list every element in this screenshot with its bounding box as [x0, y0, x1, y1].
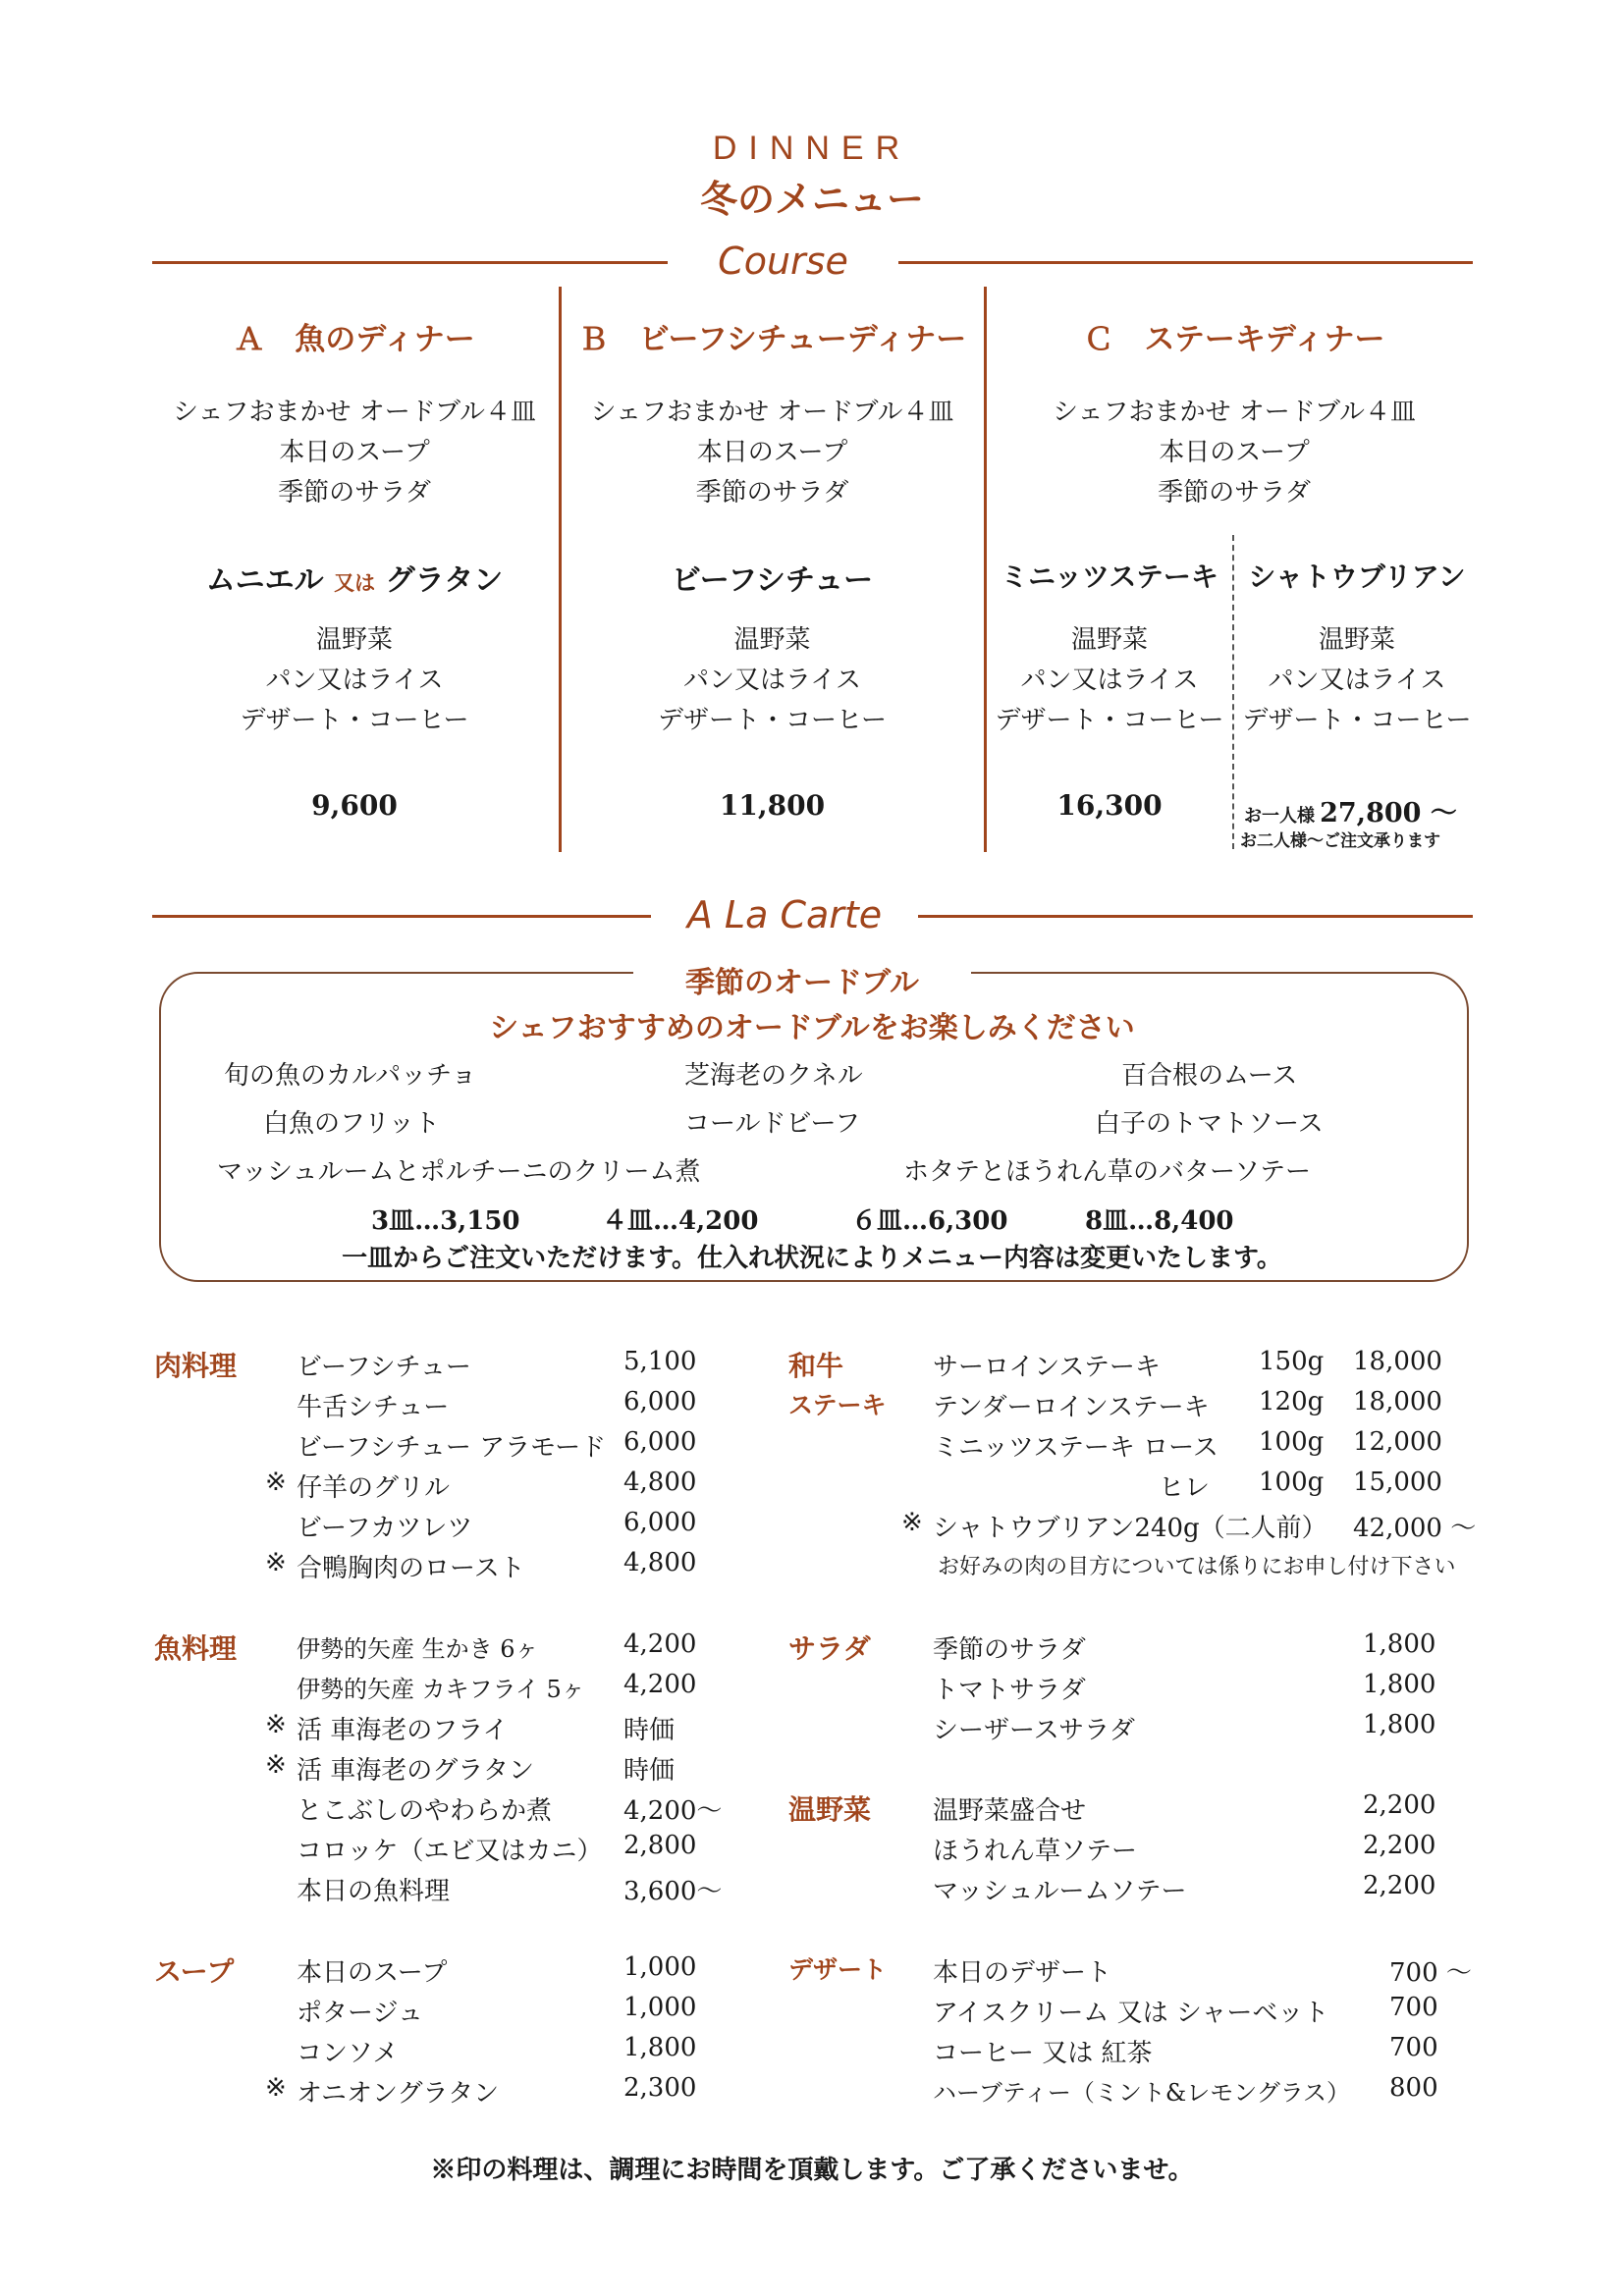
menu-cell: 1,800: [623, 2033, 697, 2062]
menu-row: [933, 1629, 1463, 1669]
course-b-side: デザート・コーヒー: [658, 706, 887, 735]
menu-cell: コーヒー 又は 紅茶: [933, 2039, 1153, 2068]
menu-cell: 合鴨胸肉のロースト: [297, 1554, 525, 1583]
menu-cell: 1,000: [623, 1952, 697, 1982]
menu-cell: 6,000: [623, 1427, 697, 1457]
hors-subtitle: シェフおすすめのオードブルをお楽しみください: [489, 1011, 1135, 1045]
menu-cell: 700: [1389, 1993, 1438, 2022]
course-c-price-b: お一人様 27,800 〜: [1244, 798, 1457, 828]
menu-row: [933, 2033, 1463, 2072]
course-c-side: デザート・コーヒー: [995, 706, 1224, 735]
menu-row: [901, 1387, 1490, 1426]
course-c-main-chateaubriand: シャトウブリアン: [1248, 561, 1466, 593]
menu-row: [265, 1548, 736, 1587]
menu-cell: 伊勢的矢産 生かき 6ヶ: [297, 1635, 539, 1663]
page-title: DINNER: [712, 130, 912, 167]
menu-cell: ハーブティー（ミント&レモングラス）: [933, 2079, 1351, 2107]
page-subtitle: 冬のメニュー: [699, 177, 924, 221]
menu-row: [265, 1427, 736, 1467]
menu-cell: 2,300: [623, 2073, 697, 2103]
menu-row: [933, 2073, 1463, 2112]
hors-item: マッシュルームとポルチーニのクリーム煮: [217, 1157, 701, 1187]
menu-row: [265, 1831, 736, 1870]
course-a-line: 季節のサラダ: [278, 478, 431, 507]
menu-cell: 3,600〜: [623, 1877, 723, 1906]
menu-cell: 伊勢的矢産 カキフライ 5ヶ: [297, 1676, 585, 1703]
menu-cell: 仔羊のグリル: [297, 1473, 451, 1503]
hors-price: 8皿…8,400: [1085, 1206, 1234, 1236]
menu-row: [265, 1629, 736, 1669]
menu-row: [933, 1790, 1463, 1830]
menu-cell: ビーフカツレツ: [297, 1514, 473, 1543]
menu-cell: 6,000: [623, 1508, 697, 1537]
menu-row: [265, 1871, 736, 1910]
course-a-side: 温野菜: [315, 625, 393, 655]
menu-cell: 6,000: [623, 1387, 697, 1416]
hors-item: 旬の魚のカルパッチョ: [224, 1061, 477, 1091]
category-fish: 魚料理: [154, 1632, 238, 1665]
course-a-price: 9,600: [311, 789, 398, 822]
category-wagyu: 和牛: [788, 1350, 844, 1382]
course-c-price-b-note: お二人様〜ご注文承ります: [1240, 831, 1440, 851]
category-salad: サラダ: [788, 1632, 871, 1665]
menu-cell: 700: [1389, 2033, 1438, 2062]
menu-row: [265, 2073, 736, 2112]
course-heading: Course: [718, 240, 848, 283]
course-a-side: デザート・コーヒー: [240, 706, 469, 735]
menu-cell: 活 車海老のグラタン: [297, 1756, 535, 1786]
steak-note: お好みの肉の目方については係りにお申し付け下さい: [938, 1555, 1456, 1579]
menu-cell: 2,200: [1363, 1790, 1436, 1820]
course-c-side: 温野菜: [1070, 625, 1148, 655]
menu-cell: 12,000: [1353, 1427, 1442, 1457]
course-b-side: パン又はライス: [683, 666, 861, 695]
course-b-main: ビーフシチュー: [671, 563, 874, 598]
menu-row: [901, 1468, 1490, 1507]
course-divider-1: [559, 287, 562, 852]
hors-price: 3皿…3,150: [371, 1206, 520, 1236]
menu-row: [933, 1670, 1463, 1709]
menu-cell: 5,100: [623, 1347, 697, 1376]
menu-cell: 100g: [1259, 1427, 1325, 1457]
course-b-line: 季節のサラダ: [695, 478, 849, 507]
alacarte-rule-right: [918, 915, 1473, 918]
menu-cell: シャトウブリアン240g（二人前）: [933, 1514, 1327, 1543]
menu-cell: ミニッツステーキ ロース: [933, 1433, 1218, 1463]
menu-cell: 700 〜: [1389, 1958, 1472, 1988]
course-b-line: シェフおまかせ オードブル４皿: [590, 398, 954, 427]
menu-row: [265, 1750, 736, 1789]
course-c-line: 季節のサラダ: [1158, 478, 1311, 507]
course-b-line: 本日のスープ: [696, 438, 848, 467]
menu-cell: トマトサラダ: [933, 1676, 1086, 1705]
menu-cell: ポタージュ: [297, 1999, 423, 2028]
menu-cell: 120g: [1259, 1387, 1325, 1416]
menu-cell: コンソメ: [297, 2039, 399, 2068]
course-c-head: Ｃ ステーキディナー: [1083, 322, 1385, 357]
course-rule-left: [152, 261, 668, 264]
menu-cell: 42,000 〜: [1353, 1514, 1477, 1543]
menu-row: [265, 1993, 736, 2032]
hors-item: コールドビーフ: [684, 1109, 861, 1139]
menu-row: [933, 1831, 1463, 1870]
menu-row: [901, 1427, 1490, 1467]
course-b-price: 11,800: [719, 789, 826, 822]
menu-cell: マッシュルームソテー: [933, 1877, 1187, 1906]
course-c-price: 16,300: [1056, 789, 1163, 822]
menu-cell: 温野菜盛合せ: [933, 1796, 1087, 1826]
menu-cell: サーロインステーキ: [933, 1353, 1161, 1382]
course-b-side: 温野菜: [733, 625, 811, 655]
course-a-head: Ａ 魚のディナー: [234, 322, 475, 357]
menu-cell: テンダーロインステーキ: [933, 1393, 1210, 1422]
menu-row: [265, 1387, 736, 1426]
menu-row: [933, 1993, 1463, 2032]
category-soup: スープ: [154, 1955, 235, 1988]
course-c-side-b: 温野菜: [1318, 625, 1395, 655]
menu-cell: 牛舌シチュー: [297, 1393, 450, 1422]
menu-cell: ヒレ: [1159, 1473, 1211, 1503]
alacarte-rule-left: [152, 915, 651, 918]
menu-cell: 100g: [1259, 1468, 1325, 1497]
menu-cell: コロッケ（エビ又はカニ）: [297, 1837, 603, 1866]
menu-cell: 4,800: [623, 1468, 697, 1497]
hors-item: ホタテとほうれん草のバターソテー: [903, 1157, 1311, 1187]
menu-cell: ※: [265, 1750, 287, 1780]
hors-title: 季節のオードブル: [633, 958, 971, 1001]
alacarte-heading: A La Carte: [686, 893, 883, 936]
course-c-side: パン又はライス: [1020, 666, 1199, 695]
course-a-line: 本日のスープ: [279, 438, 430, 467]
menu-row: [265, 1670, 736, 1709]
course-b-head: Ｂ ビーフシチューディナー: [577, 322, 967, 357]
course-c-line: シェフおまかせ オードブル４皿: [1053, 398, 1416, 427]
menu-cell: 1,000: [623, 1993, 697, 2022]
menu-cell: 2,200: [1363, 1831, 1436, 1860]
menu-cell: アイスクリーム 又は シャーベット: [933, 1999, 1329, 2028]
course-a-main: ムニエル 又は グラタン: [205, 563, 504, 598]
menu-cell: ※: [265, 1468, 287, 1497]
menu-cell: 18,000: [1353, 1347, 1442, 1376]
menu-row: [901, 1347, 1490, 1386]
menu-cell: 4,800: [623, 1548, 697, 1577]
menu-row: [265, 1347, 736, 1386]
course-divider-2: [984, 287, 987, 852]
menu-row: [265, 2033, 736, 2072]
menu-cell: ※: [265, 1710, 287, 1739]
menu-row: [933, 1871, 1463, 1910]
category-dessert: デザート: [788, 1955, 888, 1984]
menu-row: [933, 1710, 1463, 1749]
menu-cell: ほうれん草ソテー: [933, 1837, 1138, 1866]
menu-cell: 2,800: [623, 1831, 697, 1860]
menu-row: [265, 1710, 736, 1749]
hors-price: ４皿…4,200: [602, 1206, 759, 1236]
menu-cell: 1,800: [1363, 1670, 1436, 1699]
hors-item: 芝海老のクネル: [684, 1061, 863, 1091]
menu-cell: ※: [265, 2073, 287, 2103]
menu-cell: 本日のスープ: [297, 1958, 448, 1988]
menu-cell: 本日の魚料理: [297, 1877, 451, 1906]
course-c-side-b: パン又はライス: [1268, 666, 1446, 695]
menu-row: [265, 1790, 736, 1830]
category-veg: 温野菜: [788, 1793, 872, 1826]
menu-cell: ※: [901, 1508, 923, 1537]
hors-item: 白子のトマトソース: [1095, 1109, 1324, 1139]
footer-note: ※印の料理は、調理にお時間を頂戴します。ご了承くださいませ。: [430, 2156, 1194, 2185]
menu-cell: 150g: [1259, 1347, 1325, 1376]
menu-row: [265, 1468, 736, 1507]
menu-cell: 季節のサラダ: [933, 1635, 1086, 1665]
course-c-side-b: デザート・コーヒー: [1242, 706, 1472, 735]
menu-cell: 時価: [623, 1716, 676, 1745]
menu-cell: 4,200: [623, 1670, 697, 1699]
menu-cell: 4,200: [623, 1629, 697, 1659]
menu-row: [265, 1952, 736, 1992]
menu-cell: ※: [265, 1548, 287, 1577]
menu-cell: 1,800: [1363, 1710, 1436, 1739]
course-c-main-minute: ミニッツステーキ: [1001, 561, 1218, 593]
menu-row: [901, 1508, 1490, 1547]
menu-row: [265, 1508, 736, 1547]
menu-cell: 時価: [623, 1756, 676, 1786]
menu-cell: ビーフシチュー アラモード: [297, 1433, 607, 1463]
menu-row: [933, 1952, 1472, 1992]
menu-cell: 2,200: [1363, 1871, 1436, 1900]
menu-cell: シーザースサラダ: [933, 1716, 1135, 1745]
menu-cell: 4,200〜: [623, 1796, 723, 1826]
menu-cell: オニオングラタン: [297, 2079, 500, 2109]
category-steak: ステーキ: [788, 1391, 887, 1419]
hors-note: 一皿からご注文いただけます。仕入れ状況によりメニュー内容は変更いたします。: [342, 1244, 1282, 1273]
menu-cell: 18,000: [1353, 1387, 1442, 1416]
course-a-line: シェフおまかせ オードブル４皿: [173, 398, 536, 427]
menu-cell: 本日のデザート: [933, 1958, 1112, 1988]
menu-cell: とこぶしのやわらか煮: [297, 1796, 553, 1826]
category-meat: 肉料理: [154, 1350, 238, 1382]
hors-item: 百合根のムース: [1121, 1061, 1298, 1091]
menu-cell: 活 車海老のフライ: [297, 1716, 509, 1745]
course-a-side: パン又はライス: [265, 666, 444, 695]
course-rule-right: [898, 261, 1473, 264]
menu-cell: 15,000: [1353, 1468, 1442, 1497]
hors-item: 白魚のフリット: [263, 1109, 440, 1139]
menu-cell: ビーフシチュー: [297, 1353, 471, 1382]
menu-cell: 800: [1389, 2073, 1438, 2103]
course-c-line: 本日のスープ: [1159, 438, 1310, 467]
hors-price: ６皿…6,300: [851, 1206, 1008, 1236]
menu-cell: 1,800: [1363, 1629, 1436, 1659]
